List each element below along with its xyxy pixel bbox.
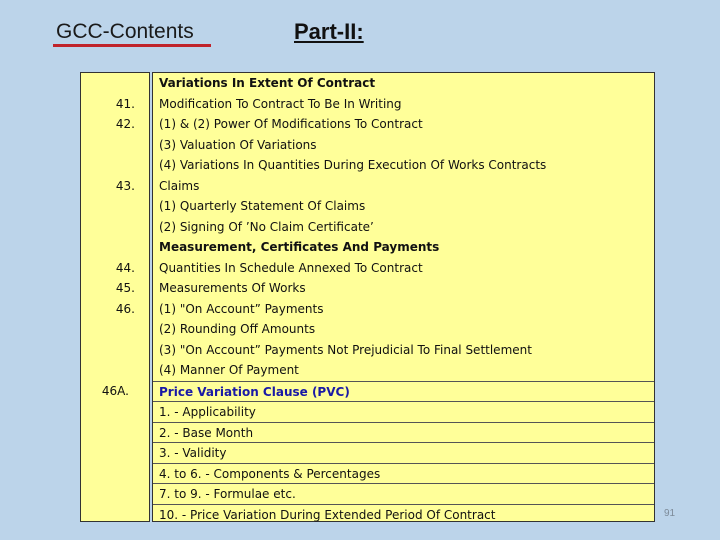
clause-number: 44. <box>115 260 135 275</box>
clause-row: 2. - Base Month <box>153 422 654 443</box>
clause-row: Measurement, Certificates And Payments <box>159 240 440 254</box>
clause-row: 3. - Validity <box>153 442 654 463</box>
clause-row: 4. to 6. - Components & Percentages <box>153 463 654 484</box>
clause-row: (2) Signing Of ’No Claim Certificate’ <box>159 219 374 234</box>
clause-number: 46A. <box>101 383 129 398</box>
clause-row: Measurements Of Works <box>159 281 306 295</box>
clause-row: Claims <box>159 178 200 193</box>
header-title: GCC-Contents <box>56 20 194 43</box>
part-title: Part-II: <box>294 19 364 44</box>
clause-row: (3) Valuation Of Variations <box>159 137 317 152</box>
clause-content-table <box>152 72 655 522</box>
page-number: 91 <box>664 508 676 519</box>
clause-row: 1. - Applicability <box>153 401 654 422</box>
clause-row: Quantities In Schedule Annexed To Contract <box>159 260 423 275</box>
clause-row: 10. - Price Variation During Extended Period Of Contract <box>153 504 654 525</box>
clause-row: (1) "On Account” Payments <box>159 301 324 316</box>
clause-row: (1) & (2) Power Of Modifications To Contract <box>159 117 423 131</box>
clause-row: Price Variation Clause (PVC) <box>153 381 654 402</box>
clause-row: Modification To Contract To Be In Writing <box>159 96 402 111</box>
clause-row: (4) Manner Of Payment <box>159 363 299 377</box>
clause-number: 45. <box>115 281 135 295</box>
clause-number: 43. <box>115 178 135 193</box>
clause-row: 7. to 9. - Formulae etc. <box>153 483 654 504</box>
clause-number: 42. <box>115 117 135 131</box>
clause-number: 46. <box>115 301 135 316</box>
clause-row: (2) Rounding Off Amounts <box>159 322 316 336</box>
header-underline <box>53 44 211 47</box>
clause-number: 41. <box>115 96 135 111</box>
clause-row: (4) Variations In Quantities During Execution Of Works Contracts <box>159 158 547 172</box>
clause-row: Variations In Extent Of Contract <box>159 76 376 90</box>
clause-row: (3) "On Account” Payments Not Prejudicial To Final Settlement <box>159 342 532 357</box>
clause-number-column <box>80 72 150 522</box>
clause-row: (1) Quarterly Statement Of Claims <box>159 199 366 213</box>
